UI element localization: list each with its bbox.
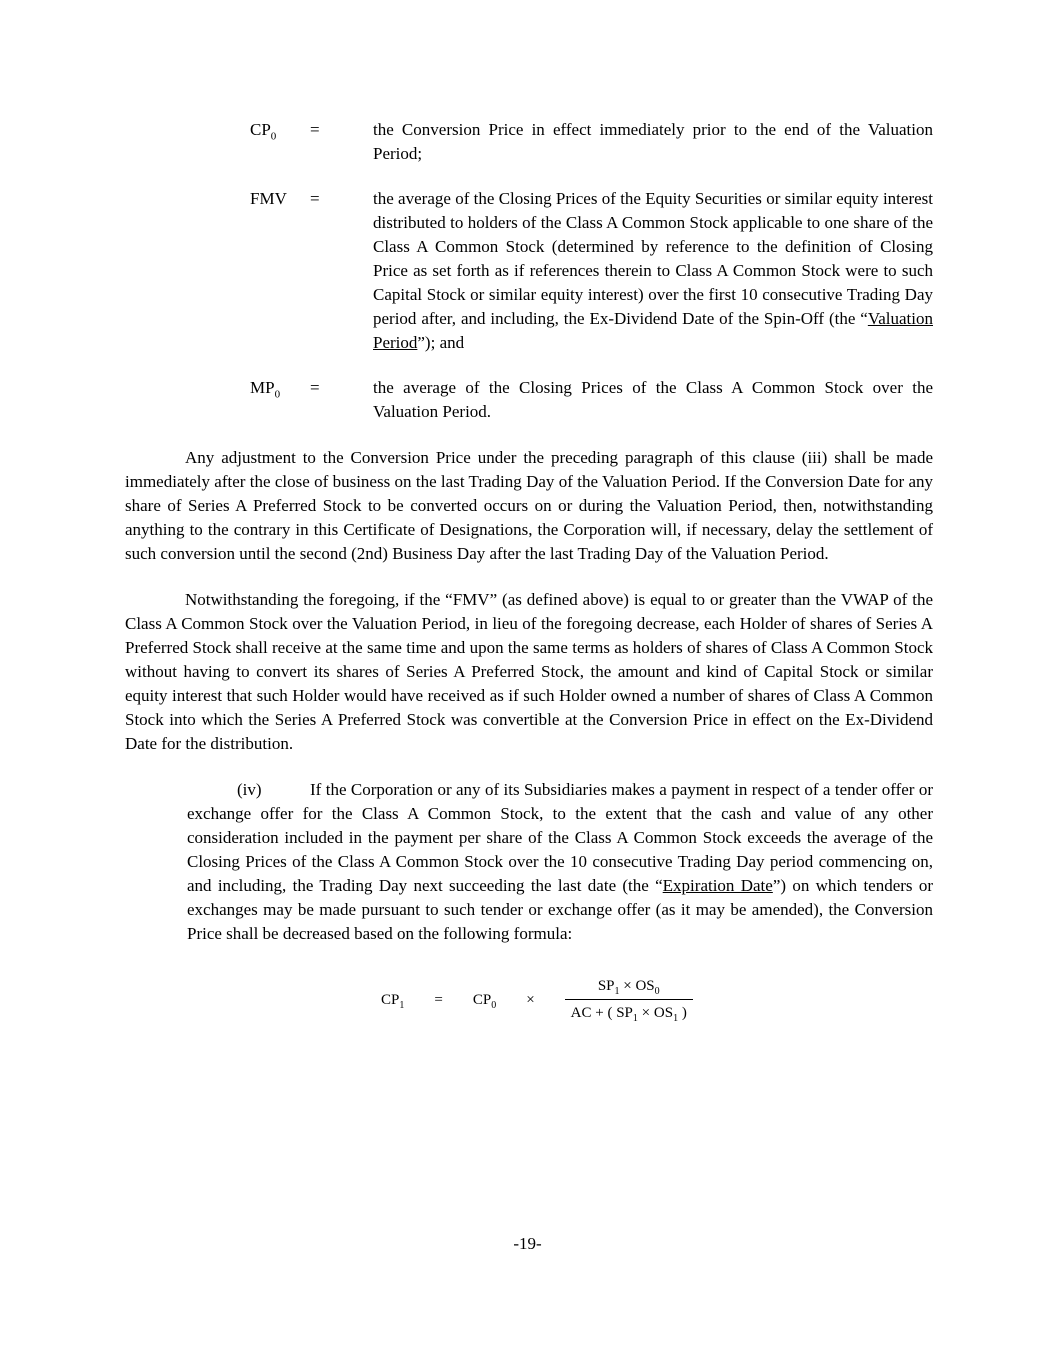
formula-operator: × <box>619 978 636 994</box>
formula-operator: × <box>637 1005 654 1021</box>
term-subscript: 0 <box>270 130 277 143</box>
valuation-period-underlined: Valuation Period <box>373 309 933 352</box>
formula-lhs <box>381 990 404 1010</box>
formula-equals: = <box>434 991 443 1008</box>
conversion-price-formula <box>381 976 933 1023</box>
subscript: 1 <box>614 986 620 997</box>
definition-body-mp0: the average of the Closing Prices of the Class A Common Stock over the Valuation Period. <box>373 378 933 421</box>
fraction-denominator <box>565 1000 693 1023</box>
formula-term: AC <box>570 1005 592 1021</box>
equals-sign: = <box>310 378 320 397</box>
document-content <box>125 118 933 1023</box>
definition-body-fmv <box>373 187 933 355</box>
page-number: -19- <box>513 1234 542 1253</box>
clause-iv-marker: (iv) <box>237 780 262 799</box>
definition-term-fmv <box>250 187 310 355</box>
term-subscript: 0 <box>274 388 281 401</box>
formula-term: SP <box>597 978 615 994</box>
subscript: 1 <box>632 1013 638 1024</box>
formula-operator: + <box>591 1005 608 1021</box>
formula-multiply-sign: × <box>526 991 535 1008</box>
subscript: 0 <box>654 986 660 997</box>
term-text: CP <box>250 120 271 139</box>
subscript: 1 <box>673 1013 679 1024</box>
clause-iv-paragraph <box>187 778 933 946</box>
formula-fraction <box>565 976 693 1023</box>
formula-paren: ( <box>607 1005 617 1021</box>
formula-term: OS <box>653 1005 674 1021</box>
subscript: 0 <box>491 999 497 1011</box>
fraction-numerator <box>565 976 693 1000</box>
equals-sign: = <box>310 120 320 139</box>
paragraph-adjustment: Any adjustment to the Conversion Price under the preceding paragraph of this clause (iii) shall be made immediately after the close of business on the last Trading Day of the Valuation Period. If the Conversion Date for any share of Series A Preferred Stock to be converted occurs on or during the Valuation Period, then, notwithstanding anything to the contrary in this Certificate of Designations, the Corporation will, if necessary, delay the settlement of such conversion until the second (2nd) Business Day after the last Trading Day of the Valuation Period. <box>125 448 933 563</box>
formula-term: CP <box>381 991 400 1008</box>
equals-sign: = <box>310 189 320 208</box>
body-text-post: ”); and <box>417 333 465 352</box>
subscript: 1 <box>399 999 405 1011</box>
formula-term: CP <box>472 991 492 1008</box>
formula-factor <box>473 990 496 1010</box>
formula-term: OS <box>635 978 655 994</box>
term-text: FMV <box>250 189 287 208</box>
term-text: MP <box>250 378 275 397</box>
clause-text-pre: If the Corporation or any of its Subsidiaries makes a payment in respect of a tender offer or exchange offer for the Class A Common Stock, to the extent that the cash and value of any other consideration included in the payment per share of the Class A Common Stock exceeds the average of the Closing Prices of the Class A Common Stock over the 10 consecutive Trading Day period commencing on, and including, the Trading Day next succeeding the last date (the “ <box>187 780 933 895</box>
formula-term: SP <box>616 1005 633 1021</box>
definition-row-mp0 <box>250 376 933 424</box>
definition-row-fmv <box>250 187 933 355</box>
definition-row-cp0 <box>250 118 933 166</box>
formula-paren: ) <box>678 1005 687 1021</box>
clause-text-post: ”) on which tenders or exchanges may be made pursuant to such tender or exchange offer (as it may be amended), the Conversion Price shall be decreased based on the following formula: <box>187 876 933 943</box>
body-text-pre: the average of the Closing Prices of the Equity Securities or similar equity interest distributed to holders of the Class A Common Stock applicable to one share of the Class A Common Stock (determined by reference to the definition of Closing Price as set forth as if references therein to Class A Common Stock were to such Capital Stock or similar equity interest) over the first 10 consecutive Trading Day period after, and including, the Ex-Dividend Date of the Spin-Off (the “ <box>373 189 933 328</box>
expiration-date-underlined: Expiration Date <box>662 876 773 895</box>
definition-term-mp0 <box>250 376 310 424</box>
definition-term-cp0 <box>250 118 310 166</box>
paragraph-notwithstanding: Notwithstanding the foregoing, if the “FMV” (as defined above) is equal to or greater than the VWAP of the Class A Common Stock over the Valuation Period, in lieu of the foregoing decrease, each Holder of shares of Series A Preferred Stock shall receive at the same time and upon the same terms as holders of shares of Class A Common Stock without having to convert its shares of Series A Preferred Stock, the amount and kind of Capital Stock or similar equity interest that such Holder would have received as if such Holder owned a number of shares of Class A Common Stock into which the Series A Preferred Stock was convertible at the Conversion Price in effect on the Ex-Dividend Date for the distribution. <box>125 590 933 753</box>
definition-body-cp0: the Conversion Price in effect immediately prior to the end of the Valuation Period; <box>373 120 933 163</box>
